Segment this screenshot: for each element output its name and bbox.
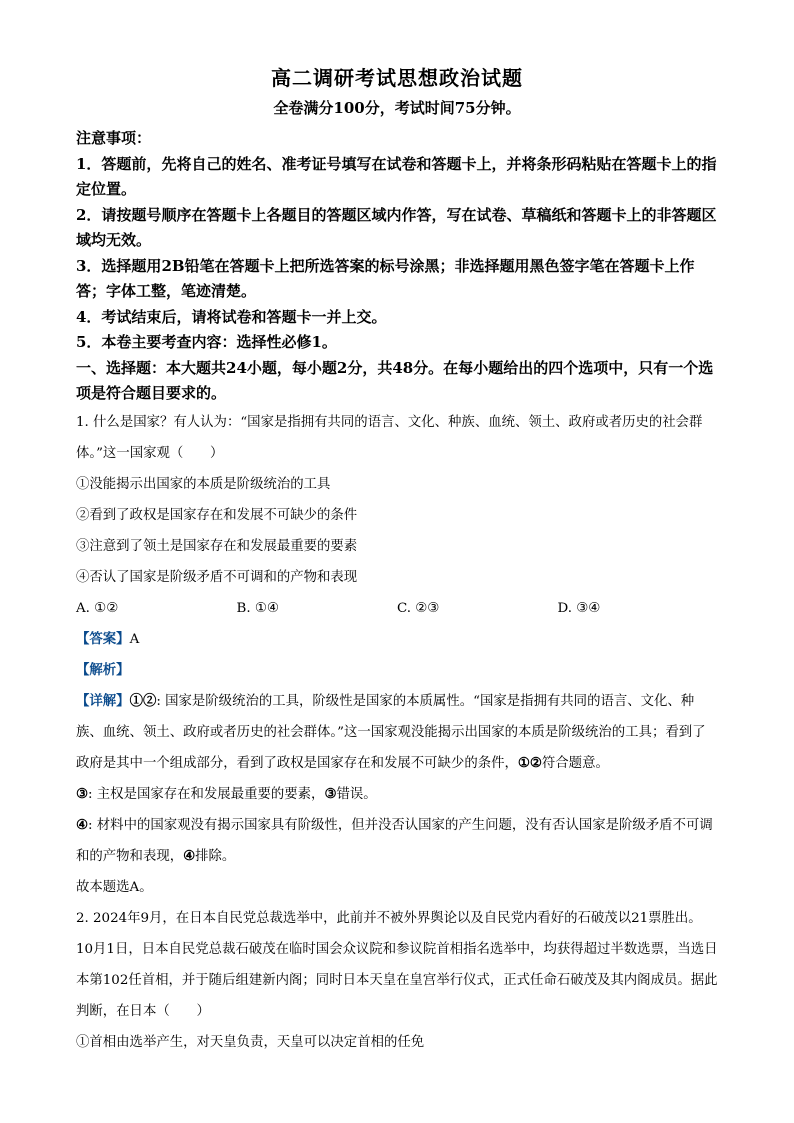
detail-mark: ①②	[129, 692, 157, 709]
statement: ④否认了国家是阶级矛盾不可调和的产物和表现	[76, 569, 358, 585]
answer-value: A	[129, 631, 140, 647]
detail-text: 错误。	[336, 786, 377, 802]
page-title: 高二调研考试思想政治试题	[271, 66, 523, 90]
statement: ②看到了政权是国家存在和发展不可缺少的条件	[76, 507, 358, 523]
analysis-line	[76, 655, 718, 686]
statement: ③注意到了领土是国家存在和发展最重要的要素	[76, 538, 358, 554]
detail-text: 符合题意。	[541, 755, 609, 771]
detail-mark: ③	[324, 785, 337, 802]
detail-text: : 主权是国家存在和发展最重要的要素，	[88, 786, 325, 802]
option-b: B. ①④	[236, 600, 279, 616]
question-stem: 2. 2024年9月，在日本自民党总裁选举中，此前并不被外界舆论以及自民党内看好的石破茂以21票胜出。10月1日，日本自民党总裁石破茂在临时国会众议院和参议院首相指名选举中，均获得超过半数选票，当选日本第102任首相，并于随后组建新内阁；同时日本天皇在皇宫举行仪式，正式任命石破茂及其内阁成员。据此判断，在日本（ ）	[76, 910, 718, 1019]
notice-heading: 注意事项：	[76, 129, 152, 147]
detail-mark: ④	[183, 847, 196, 864]
detail-label: 【详解】	[76, 692, 130, 709]
option-d: D. ③④	[557, 600, 601, 616]
exam-info: 全卷满分100分，考试时间75分钟。	[273, 99, 521, 117]
answer-label: 【答案】	[76, 630, 130, 647]
conclusion: 故本题选A。	[76, 879, 153, 895]
option-a: A. ①②	[76, 600, 119, 616]
detail-text: 排除。	[195, 848, 236, 864]
option-c: C. ②③	[397, 600, 440, 616]
detail-paragraph	[76, 810, 718, 872]
notice-item: 5．本卷主要考查内容：选择性必修1。	[76, 333, 337, 351]
question-2	[76, 903, 718, 1058]
notice-item: 2．请按题号顺序在答题卡上各题目的答题区域内作答，写在试卷、草稿纸和答题卡上的非答题区域均无效。	[76, 205, 717, 249]
question-stem: 1. 什么是国家？有人认为：“国家是指拥有共同的语言、文化、种族、血统、领土、政府或者历史的社会群体。”这一国家观（ ）	[76, 414, 703, 461]
question-1	[76, 407, 718, 903]
detail-text: : 国家是阶级统治的工具，阶级性是国家的本质属性。“国家是指拥有共同的语言、文化、种族、血统、领土、政府或者历史的社会群体。”这一国家观没能揭示出国家的本质是阶级统治的工具；看到了政府是其中一个组成部分，看到了政权是国家存在和发展不可缺少的条件，	[76, 693, 706, 771]
detail-paragraph	[76, 686, 718, 779]
detail-mark: ③	[76, 785, 89, 802]
statement: ①首相由选举产生，对天皇负责，天皇可以决定首相的任免	[76, 1034, 425, 1050]
notice-item: 4．考试结束后，请将试卷和答题卡一并上交。	[76, 307, 387, 326]
statement: ①没能揭示出国家的本质是阶级统治的工具	[76, 476, 331, 492]
notice-item: 3．选择题用2B铅笔在答题卡上把所选答案的标号涂黑；非选择题用黑色签字笔在答题卡上作答；字体工整，笔迹清楚。	[76, 256, 695, 300]
exam-page	[76, 62, 718, 1058]
answer-line	[76, 624, 718, 655]
detail-mark: ①②	[517, 754, 542, 771]
notice-item: 1．答题前，先将自己的姓名、准考证号填写在试卷和答题卡上，并将条形码粘贴在答题卡上的指定位置。	[76, 154, 717, 198]
section-heading: 一、选择题：本大题共24小题，每小题2分，共48分。在每小题给出的四个选项中，只有一个选项是符合题目要求的。	[76, 358, 714, 402]
detail-paragraph	[76, 779, 718, 810]
detail-mark: ④	[76, 816, 89, 833]
analysis-label: 【解析】	[76, 661, 130, 678]
answer-options	[76, 593, 718, 624]
notice-block	[76, 126, 718, 356]
detail-text: : 材料中的国家观没有揭示国家具有阶级性，但并没否认国家的产生问题，没有否认国家是阶级矛盾不可调和的产物和表现，	[76, 817, 713, 864]
